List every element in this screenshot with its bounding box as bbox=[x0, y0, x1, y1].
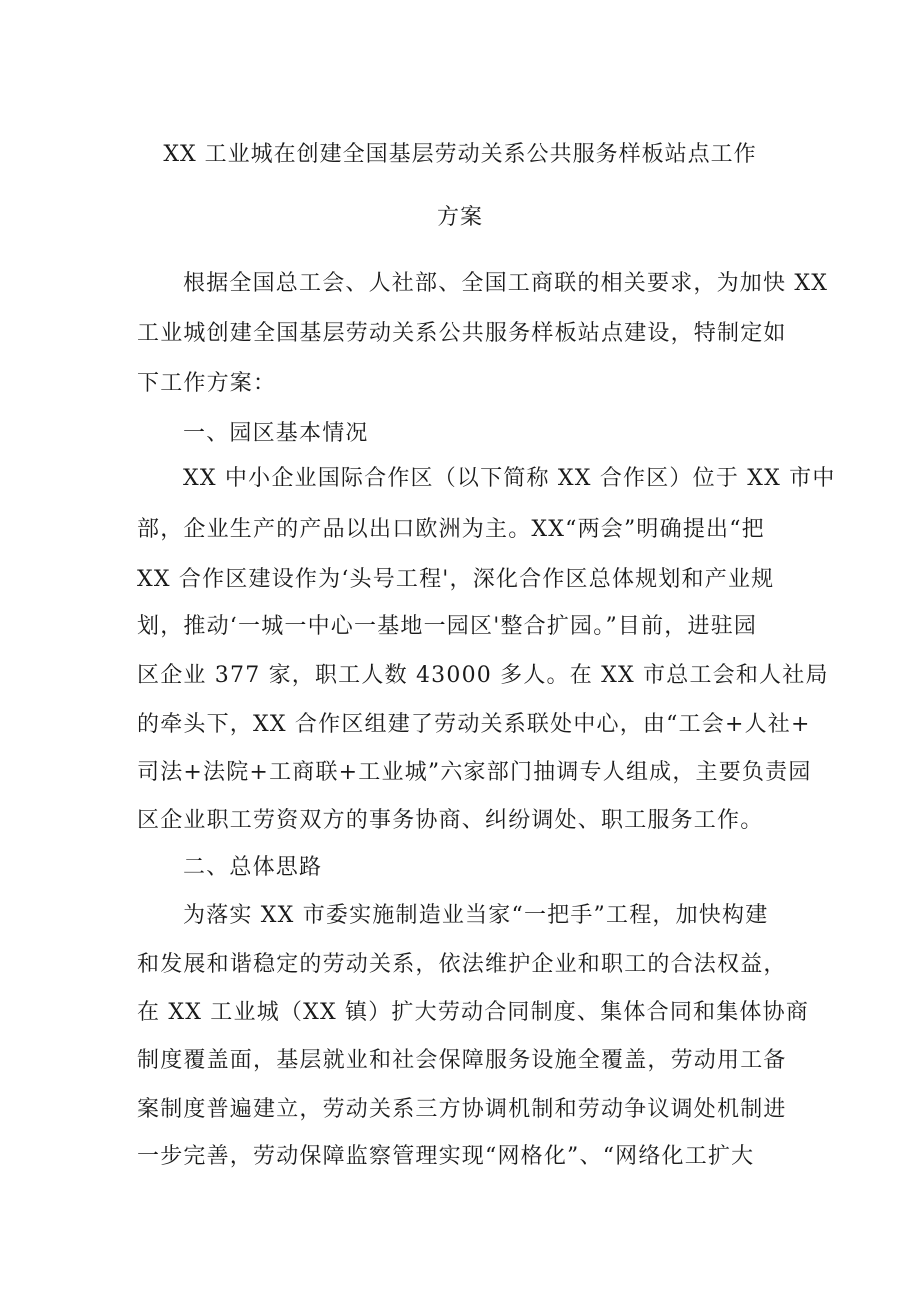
body-line: 根据全国总工会、人社部、全国工商联的相关要求，为加快 XX bbox=[183, 271, 829, 296]
body-line: 的牵头下，XX 合作区组建了劳动关系联处中心，由“工会+人社+ bbox=[137, 712, 811, 737]
body-line: 部，企业生产的产品以出口欧洲为主。XX“两会”明确提出“把 bbox=[137, 517, 765, 542]
body-line: 和发展和谐稳定的劳动关系，依法维护企业和职工的合法权益， bbox=[137, 952, 787, 977]
body-line: 区企业 377 家，职工人数 43000 多人。在 XX 市总工会和人社局 bbox=[137, 663, 829, 688]
body-line: 制度覆盖面，基层就业和社会保障服务设施全覆盖，劳动用工备 bbox=[137, 1048, 787, 1073]
body-line: 工业城创建全国基层劳动关系公共服务样板站点建设，特制定如 bbox=[137, 321, 787, 346]
body-line: 司法+法院+工商联+工业城”六家部门抽调专人组成，主要负责园 bbox=[137, 760, 812, 785]
document-title-line-2: 方案 bbox=[436, 205, 483, 230]
body-line: 在 XX 工业城（XX 镇）扩大劳动合同制度、集体合同和集体协商 bbox=[137, 1000, 810, 1025]
document-title-line-1: XX 工业城在创建全国基层劳动关系公共服务样板站点工作 bbox=[163, 142, 757, 167]
body-line: 下工作方案： bbox=[137, 371, 277, 396]
body-line: 一步完善，劳动保障监察管理实现“网格化”、“网络化工扩大 bbox=[137, 1144, 755, 1169]
body-line: 为落实 XX 市委实施制造业当家“一把手”工程，加快构建 bbox=[183, 903, 769, 928]
section-heading: 一、园区基本情况 bbox=[183, 421, 369, 446]
body-line: XX 合作区建设作为‘头号工程'，深化合作区总体规划和产业规 bbox=[137, 567, 775, 592]
body-line: 案制度普遍建立，劳动关系三方协调机制和劳动争议调处机制进 bbox=[137, 1097, 787, 1122]
section-heading: 二、总体思路 bbox=[183, 855, 323, 880]
body-line: 区企业职工劳资双方的事务协商、纠纷调处、职工服务工作。 bbox=[137, 808, 764, 833]
body-line: 划，推动‘一城一中心一基地一园区'整合扩园。”目前，进驻园 bbox=[137, 614, 758, 639]
body-line: XX 中小企业国际合作区（以下简称 XX 合作区）位于 XX 市中 bbox=[183, 466, 836, 491]
